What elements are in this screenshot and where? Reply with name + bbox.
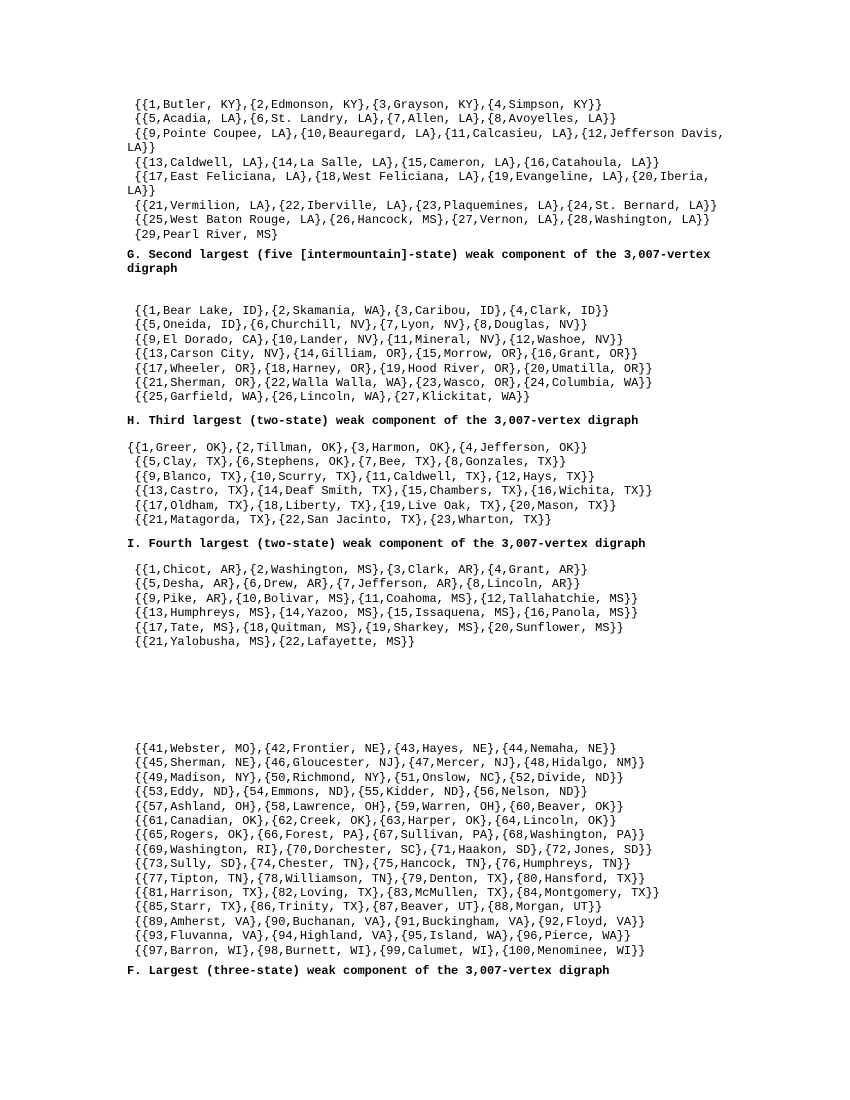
text-line: LA}} [127, 141, 156, 156]
heading-line: H. Third largest (two-state) weak component of the 3,007-vertex digraph [127, 414, 639, 428]
text-line: {{1,Chicot, AR},{2,Washington, MS},{3,Clark, AR},{4,Grant, AR}} [127, 563, 588, 577]
text-line: {{77,Tipton, TN},{78,Williamson, TN},{79,Denton, TX},{80,Hansford, TX}} [127, 871, 646, 886]
text-line: {{97,Barron, WI},{98,Burnett, WI},{99,Calumet, WI},{100,Menominee, WI}} [127, 943, 646, 958]
text-line: {{89,Amherst, VA},{90,Buchanan, VA},{91,Buckingham, VA},{92,Floyd, VA}} [127, 914, 646, 929]
text-line: {{85,Starr, TX},{86,Trinity, TX},{87,Beaver, UT},{88,Morgan, UT}} [127, 900, 603, 915]
text-line: {{41,Webster, MO},{42,Frontier, NE},{43,Hayes, NE},{44,Nemaha, NE}} [127, 742, 617, 756]
component-list-tail [127, 98, 725, 242]
text-line: {{9,El Dorado, CA},{10,Lander, NV},{11,Mineral, NV},{12,Washoe, NV}} [127, 332, 624, 347]
text-line: {{9,Pike, AR},{10,Bolivar, MS},{11,Coahoma, MS},{12,Tallahatchie, MS}} [127, 591, 639, 606]
text-line: {{17,Wheeler, OR},{18,Harney, OR},{19,Hood River, OR},{20,Umatilla, OR}} [127, 361, 653, 376]
text-line: {{25,Garfield, WA},{26,Lincoln, WA},{27,Klickitat, WA}} [127, 390, 531, 405]
text-line: {29,Pearl River, MS} [127, 227, 279, 242]
text-line: {{21,Vermilion, LA},{22,Iberville, LA},{23,Plaquemines, LA},{24,St. Bernard, LA}} [127, 198, 718, 213]
heading-i [127, 537, 645, 551]
text-line: {{69,Washington, RI},{70,Dorchester, SC},{71,Haakon, SD},{72,Jones, SD}} [127, 842, 653, 857]
text-line: {{53,Eddy, ND},{54,Emmons, ND},{55,Kidder, ND},{56,Nelson, ND}} [127, 785, 588, 800]
heading-line: digraph [127, 262, 178, 277]
heading-g [127, 248, 710, 277]
text-line: {{65,Rogers, OK},{66,Forest, PA},{67,Sullivan, PA},{68,Washington, PA}} [127, 828, 646, 843]
text-line: {{13,Humphreys, MS},{14,Yazoo, MS},{15,Issaquena, MS},{16,Panola, MS}} [127, 606, 639, 621]
text-line: {{21,Matagorda, TX},{22,San Jacinto, TX},{23,Wharton, TX}} [127, 513, 552, 528]
heading-line: F. Largest (three-state) weak component of the 3,007-vertex digraph [127, 964, 610, 978]
text-line: {{1,Butler, KY},{2,Edmonson, KY},{3,Grayson, KY},{4,Simpson, KY}} [127, 98, 603, 112]
text-line: {{5,Desha, AR},{6,Drew, AR},{7,Jefferson, AR},{8,Lincoln, AR}} [127, 577, 581, 592]
text-line: {{57,Ashland, OH},{58,Lawrence, OH},{59,Warren, OH},{60,Beaver, OK}} [127, 799, 624, 814]
text-line: {{73,Sully, SD},{74,Chester, TN},{75,Hancock, TN},{76,Humphreys, TN}} [127, 857, 632, 872]
text-line: {{17,East Feliciana, LA},{18,West Feliciana, LA},{19,Evangeline, LA},{20,Iberia, [127, 170, 711, 185]
text-line: {{45,Sherman, NE},{46,Gloucester, NJ},{47,Mercer, NJ},{48,Hidalgo, NM}} [127, 756, 646, 771]
heading-line: I. Fourth largest (two-state) weak component of the 3,007-vertex digraph [127, 537, 646, 551]
text-line: {{13,Castro, TX},{14,Deaf Smith, TX},{15,Chambers, TX},{16,Wichita, TX}} [127, 484, 653, 499]
text-line: {{17,Oldham, TX},{18,Liberty, TX},{19,Live Oak, TX},{20,Mason, TX}} [127, 498, 617, 513]
text-line: {{1,Bear Lake, ID},{2,Skamania, WA},{3,Caribou, ID},{4,Clark, ID}} [127, 304, 610, 318]
component-f-list-continued [127, 742, 660, 958]
text-line: {{61,Canadian, OK},{62,Creek, OK},{63,Harper, OK},{64,Lincoln, OK}} [127, 814, 617, 829]
text-line: {{21,Yalobusha, MS},{22,Lafayette, MS}} [127, 635, 416, 650]
component-i-list [127, 563, 638, 649]
heading-line: G. Second largest (five [intermountain]-state) weak component of the 3,007-vertex [127, 248, 711, 262]
text-line: {{17,Tate, MS},{18,Quitman, MS},{19,Sharkey, MS},{20,Sunflower, MS}} [127, 620, 624, 635]
text-line: {{21,Sherman, OR},{22,Walla Walla, WA},{23,Wasco, OR},{24,Columbia, WA}} [127, 376, 653, 391]
text-line: LA}} [127, 184, 156, 199]
component-h-list [127, 441, 653, 527]
text-line: {{5,Oneida, ID},{6,Churchill, NV},{7,Lyon, NV},{8,Douglas, NV}} [127, 318, 588, 333]
component-g-list [127, 304, 653, 405]
heading-f [127, 964, 609, 978]
text-line: {{25,West Baton Rouge, LA},{26,Hancock, MS},{27,Vernon, LA},{28,Washington, LA}} [127, 213, 711, 228]
text-line: {{1,Greer, OK},{2,Tillman, OK},{3,Harmon, OK},{4,Jefferson, OK}} [127, 441, 588, 455]
heading-h [127, 414, 638, 428]
text-line: {{5,Clay, TX},{6,Stephens, OK},{7,Bee, TX},{8,Gonzales, TX}} [127, 455, 567, 470]
text-line: {{9,Pointe Coupee, LA},{10,Beauregard, LA},{11,Calcasieu, LA},{12,Jefferson Davis, [127, 126, 725, 141]
text-line: {{13,Caldwell, LA},{14,La Salle, LA},{15,Cameron, LA},{16,Catahoula, LA}} [127, 155, 660, 170]
text-line: {{13,Carson City, NV},{14,Gilliam, OR},{15,Morrow, OR},{16,Grant, OR}} [127, 347, 639, 362]
text-line: {{93,Fluvanna, VA},{94,Highland, VA},{95,Island, WA},{96,Pierce, WA}} [127, 929, 632, 944]
text-line: {{9,Blanco, TX},{10,Scurry, TX},{11,Caldwell, TX},{12,Hays, TX}} [127, 469, 596, 484]
text-line: {{49,Madison, NY},{50,Richmond, NY},{51,Onslow, NC},{52,Divide, ND}} [127, 770, 624, 785]
text-line: {{81,Harrison, TX},{82,Loving, TX},{83,McMullen, TX},{84,Montgomery, TX}} [127, 886, 660, 901]
text-line: {{5,Acadia, LA},{6,St. Landry, LA},{7,Allen, LA},{8,Avoyelles, LA}} [127, 112, 617, 127]
